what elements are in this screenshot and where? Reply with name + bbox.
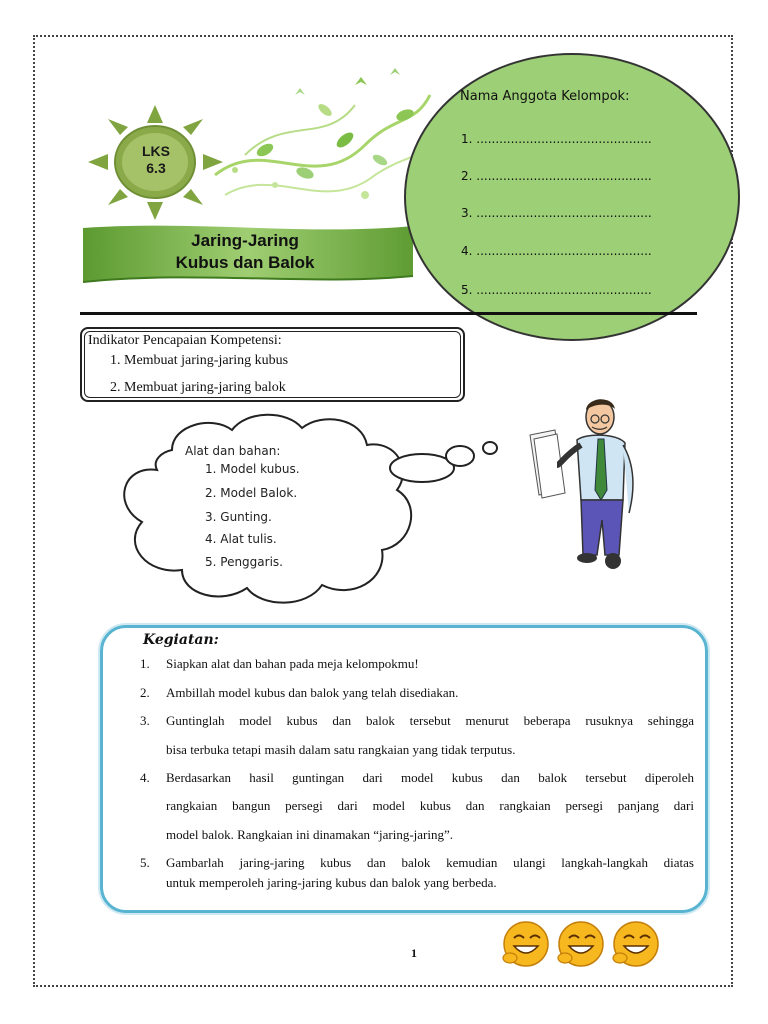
alat-item-4: 4. Alat tulis. <box>205 532 277 546</box>
alat-item-2: 2. Model Balok. <box>205 486 298 500</box>
group-members-title: Nama Anggota Kelompok: <box>460 89 630 104</box>
alat-item-1: 1. Model kubus. <box>205 462 300 476</box>
vine-decoration <box>205 55 435 235</box>
indikator-item-2: 2. Membuat jaring-jaring balok <box>110 380 286 395</box>
kegiatan-line-1: Siapkan alat dan bahan pada meja kelompokmu! <box>166 656 419 671</box>
lks-label: LKS <box>142 143 170 159</box>
member-line-2[interactable]: 2. .............................................. <box>461 169 652 183</box>
page-number: 1 <box>411 946 417 960</box>
kegiatan-line-4a: Berdasarkan hasil guntingan dari model kubus dan balok tersebut diperoleh <box>166 770 694 785</box>
kegiatan-line-5b: untuk memperoleh jaring-jaring kubus dan balok yang berbeda. <box>166 875 497 890</box>
teacher-illustration-icon <box>525 395 640 575</box>
lks-badge-text <box>126 143 186 177</box>
alat-item-5: 5. Penggaris. <box>205 555 283 569</box>
page-title <box>130 230 360 274</box>
kegiatan-line-4b: rangkaian bangun persegi dari model kubus dan rangkaian persegi panjang dari <box>166 798 694 813</box>
indikator-title: Indikator Pencapaian Kompetensi: <box>88 333 282 348</box>
alat-item-3: 3. Gunting. <box>205 510 272 524</box>
title-line-2: Kubus dan Balok <box>175 253 315 272</box>
header-divider <box>80 312 697 315</box>
kegiatan-title: Kegiatan: <box>143 632 219 648</box>
alat-title: Alat dan bahan: <box>185 444 281 458</box>
member-line-1[interactable]: 1. .............................................. <box>461 132 652 146</box>
lks-number: 6.3 <box>146 160 166 176</box>
kegiatan-number-1: 1. <box>140 656 150 671</box>
kegiatan-line-5a: Gambarlah jaring-jaring kubus dan balok kemudian ulangi langkah-langkah diatas <box>166 855 694 870</box>
kegiatan-line-3b: bisa terbuka tetapi masih dalam satu rangkaian yang tidak terputus. <box>166 742 516 757</box>
member-line-3[interactable]: 3. .............................................. <box>461 206 652 220</box>
member-line-4[interactable]: 4. .............................................. <box>461 244 652 258</box>
kegiatan-line-2: Ambillah model kubus dan balok yang telah disediakan. <box>166 685 459 700</box>
indikator-item-1: 1. Membuat jaring-jaring kubus <box>110 353 289 368</box>
member-line-5[interactable]: 5. .............................................. <box>461 283 652 297</box>
kegiatan-line-4c: model balok. Rangkaian ini dinamakan “jaring-jaring”. <box>166 827 453 842</box>
kegiatan-line-3a: Guntinglah model kubus dan balok tersebut menurut beberapa rusuknya sehingga <box>166 713 694 728</box>
kegiatan-number-3: 3. <box>140 713 150 728</box>
kegiatan-number-5: 5. <box>140 855 150 870</box>
kegiatan-number-2: 2. <box>140 685 150 700</box>
title-line-1: Jaring-Jaring <box>191 231 299 250</box>
kegiatan-number-4: 4. <box>140 770 150 785</box>
laughing-smileys-icon <box>498 918 663 970</box>
thought-cloud-icon <box>112 410 512 610</box>
